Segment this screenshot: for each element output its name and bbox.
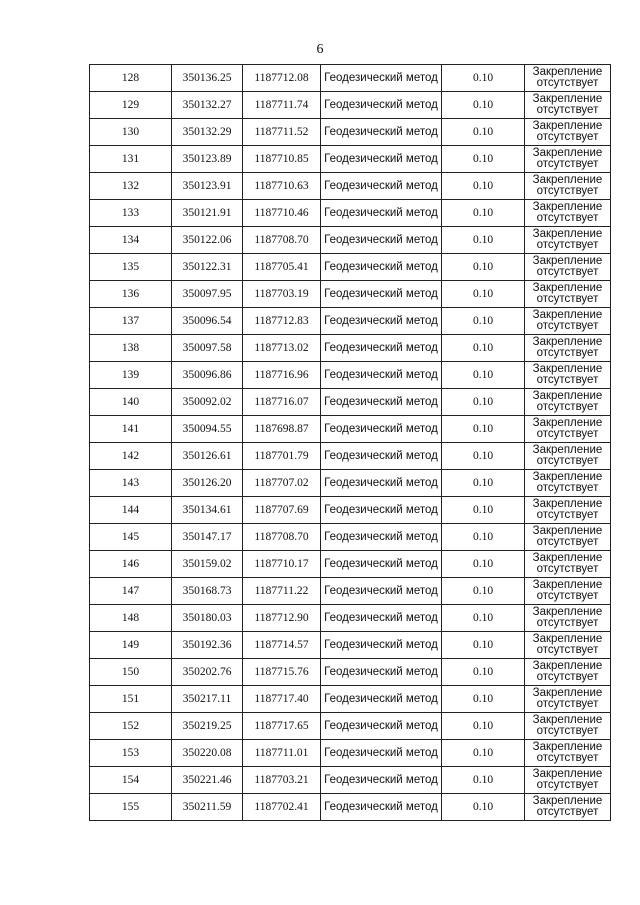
x-coordinate-cell: 350092.02 (172, 389, 243, 416)
x-coordinate-cell: 350147.17 (172, 524, 243, 551)
method-cell: Геодезический метод (321, 362, 442, 389)
method-cell: Геодезический метод (321, 119, 442, 146)
coordinates-table (89, 64, 611, 821)
table-row (90, 443, 611, 470)
fixing-text: Закрепление (532, 768, 603, 780)
method-cell: Геодезический метод (321, 200, 442, 227)
x-coordinate-cell: 350132.29 (172, 119, 243, 146)
method-cell: Геодезический метод (321, 173, 442, 200)
accuracy-cell: 0.10 (442, 281, 525, 308)
fixing-text: отсутствует (536, 617, 599, 629)
fixing-text: отсутствует (536, 293, 599, 305)
method-cell: Геодезический метод (321, 659, 442, 686)
x-coordinate-cell: 350097.58 (172, 335, 243, 362)
table-row (90, 524, 611, 551)
fixing-text: Закрепление (532, 66, 603, 78)
method-cell: Геодезический метод (321, 254, 442, 281)
x-coordinate-cell: 350096.86 (172, 362, 243, 389)
page-number: 6 (316, 42, 324, 57)
fixing-text: отсутствует (536, 239, 599, 251)
point-number-cell: 150 (90, 659, 172, 686)
method-cell: Геодезический метод (321, 416, 442, 443)
fixing-cell (525, 308, 611, 335)
method-cell: Геодезический метод (321, 497, 442, 524)
y-coordinate-cell: 1187715.76 (243, 659, 321, 686)
fixing-cell (525, 146, 611, 173)
y-coordinate-cell: 1187705.41 (243, 254, 321, 281)
table-row (90, 173, 611, 200)
accuracy-cell: 0.10 (442, 416, 525, 443)
fixing-text: отсутствует (536, 752, 599, 764)
coordinates-table-body (90, 65, 611, 821)
method-cell: Геодезический метод (321, 767, 442, 794)
method-cell: Геодезический метод (321, 794, 442, 821)
fixing-cell (525, 281, 611, 308)
method-cell: Геодезический метод (321, 470, 442, 497)
point-number-cell: 145 (90, 524, 172, 551)
point-number-cell: 153 (90, 740, 172, 767)
y-coordinate-cell: 1187710.63 (243, 173, 321, 200)
y-coordinate-cell: 1187710.46 (243, 200, 321, 227)
table-row (90, 92, 611, 119)
fixing-text: отсутствует (536, 104, 599, 116)
fixing-cell (525, 173, 611, 200)
method-cell: Геодезический метод (321, 92, 442, 119)
y-coordinate-cell: 1187701.79 (243, 443, 321, 470)
table-row (90, 551, 611, 578)
fixing-cell (525, 470, 611, 497)
fixing-text: отсутствует (536, 131, 599, 143)
fixing-text: Закрепление (532, 606, 603, 618)
y-coordinate-cell: 1187717.40 (243, 686, 321, 713)
accuracy-cell: 0.10 (442, 146, 525, 173)
accuracy-cell: 0.10 (442, 65, 525, 92)
accuracy-cell: 0.10 (442, 389, 525, 416)
fixing-text: Закрепление (532, 714, 603, 726)
fixing-cell (525, 119, 611, 146)
accuracy-cell: 0.10 (442, 92, 525, 119)
x-coordinate-cell: 350168.73 (172, 578, 243, 605)
y-coordinate-cell: 1187707.02 (243, 470, 321, 497)
table-row (90, 281, 611, 308)
fixing-text: отсутствует (536, 590, 599, 602)
accuracy-cell: 0.10 (442, 551, 525, 578)
fixing-text: Закрепление (532, 174, 603, 186)
method-cell: Геодезический метод (321, 65, 442, 92)
fixing-text: Закрепление (532, 336, 603, 348)
fixing-text: Закрепление (532, 309, 603, 321)
fixing-cell (525, 254, 611, 281)
accuracy-cell: 0.10 (442, 713, 525, 740)
fixing-text: отсутствует (536, 563, 599, 575)
fixing-cell (525, 740, 611, 767)
x-coordinate-cell: 350134.61 (172, 497, 243, 524)
fixing-cell (525, 362, 611, 389)
accuracy-cell: 0.10 (442, 362, 525, 389)
point-number-cell: 139 (90, 362, 172, 389)
y-coordinate-cell: 1187712.83 (243, 308, 321, 335)
y-coordinate-cell: 1187712.90 (243, 605, 321, 632)
point-number-cell: 149 (90, 632, 172, 659)
fixing-cell (525, 92, 611, 119)
method-cell: Геодезический метод (321, 740, 442, 767)
fixing-text: отсутствует (536, 428, 599, 440)
method-cell: Геодезический метод (321, 227, 442, 254)
y-coordinate-cell: 1187711.22 (243, 578, 321, 605)
fixing-cell (525, 416, 611, 443)
fixing-text: Закрепление (532, 417, 603, 429)
fixing-text: Закрепление (532, 525, 603, 537)
point-number-cell: 131 (90, 146, 172, 173)
accuracy-cell: 0.10 (442, 173, 525, 200)
x-coordinate-cell: 350123.89 (172, 146, 243, 173)
x-coordinate-cell: 350097.95 (172, 281, 243, 308)
fixing-text: Закрепление (532, 552, 603, 564)
fixing-cell (525, 794, 611, 821)
table-row (90, 686, 611, 713)
y-coordinate-cell: 1187710.17 (243, 551, 321, 578)
fixing-text: Закрепление (532, 147, 603, 159)
method-cell: Геодезический метод (321, 524, 442, 551)
y-coordinate-cell: 1187702.41 (243, 794, 321, 821)
fixing-text: Закрепление (532, 444, 603, 456)
table-row (90, 119, 611, 146)
method-cell: Геодезический метод (321, 686, 442, 713)
fixing-text: отсутствует (536, 779, 599, 791)
point-number-cell: 136 (90, 281, 172, 308)
point-number-cell: 140 (90, 389, 172, 416)
method-cell: Геодезический метод (321, 443, 442, 470)
x-coordinate-cell: 350123.91 (172, 173, 243, 200)
point-number-cell: 138 (90, 335, 172, 362)
x-coordinate-cell: 350094.55 (172, 416, 243, 443)
accuracy-cell: 0.10 (442, 227, 525, 254)
fixing-text: отсутствует (536, 698, 599, 710)
accuracy-cell: 0.10 (442, 254, 525, 281)
y-coordinate-cell: 1187698.87 (243, 416, 321, 443)
accuracy-cell: 0.10 (442, 605, 525, 632)
accuracy-cell: 0.10 (442, 443, 525, 470)
x-coordinate-cell: 350192.36 (172, 632, 243, 659)
accuracy-cell: 0.10 (442, 524, 525, 551)
fixing-cell (525, 713, 611, 740)
fixing-cell (525, 578, 611, 605)
y-coordinate-cell: 1187717.65 (243, 713, 321, 740)
table-row (90, 470, 611, 497)
method-cell: Геодезический метод (321, 389, 442, 416)
accuracy-cell: 0.10 (442, 794, 525, 821)
table-row (90, 227, 611, 254)
x-coordinate-cell: 350126.61 (172, 443, 243, 470)
table-row (90, 308, 611, 335)
y-coordinate-cell: 1187710.85 (243, 146, 321, 173)
point-number-cell: 154 (90, 767, 172, 794)
point-number-cell: 142 (90, 443, 172, 470)
x-coordinate-cell: 350221.46 (172, 767, 243, 794)
accuracy-cell: 0.10 (442, 119, 525, 146)
point-number-cell: 152 (90, 713, 172, 740)
x-coordinate-cell: 350122.31 (172, 254, 243, 281)
table-row (90, 497, 611, 524)
accuracy-cell: 0.10 (442, 578, 525, 605)
x-coordinate-cell: 350136.25 (172, 65, 243, 92)
fixing-text: Закрепление (532, 282, 603, 294)
y-coordinate-cell: 1187703.19 (243, 281, 321, 308)
accuracy-cell: 0.10 (442, 632, 525, 659)
fixing-cell (525, 443, 611, 470)
x-coordinate-cell: 350220.08 (172, 740, 243, 767)
y-coordinate-cell: 1187703.21 (243, 767, 321, 794)
fixing-cell (525, 659, 611, 686)
point-number-cell: 155 (90, 794, 172, 821)
point-number-cell: 144 (90, 497, 172, 524)
method-cell: Геодезический метод (321, 308, 442, 335)
table-row (90, 362, 611, 389)
y-coordinate-cell: 1187716.07 (243, 389, 321, 416)
fixing-text: Закрепление (532, 120, 603, 132)
fixing-text: отсутствует (536, 401, 599, 413)
point-number-cell: 135 (90, 254, 172, 281)
table-row (90, 254, 611, 281)
fixing-text: отсутствует (536, 347, 599, 359)
table-row (90, 767, 611, 794)
x-coordinate-cell: 350159.02 (172, 551, 243, 578)
table-row (90, 65, 611, 92)
fixing-text: Закрепление (532, 363, 603, 375)
method-cell: Геодезический метод (321, 605, 442, 632)
fixing-text: Закрепление (532, 633, 603, 645)
y-coordinate-cell: 1187713.02 (243, 335, 321, 362)
table-row (90, 659, 611, 686)
accuracy-cell: 0.10 (442, 767, 525, 794)
accuracy-cell: 0.10 (442, 497, 525, 524)
point-number-cell: 132 (90, 173, 172, 200)
fixing-text: отсутствует (536, 320, 599, 332)
method-cell: Геодезический метод (321, 281, 442, 308)
fixing-text: отсутствует (536, 509, 599, 521)
method-cell: Геодезический метод (321, 335, 442, 362)
y-coordinate-cell: 1187714.57 (243, 632, 321, 659)
table-row (90, 740, 611, 767)
method-cell: Геодезический метод (321, 551, 442, 578)
method-cell: Геодезический метод (321, 632, 442, 659)
method-cell: Геодезический метод (321, 713, 442, 740)
fixing-text: отсутствует (536, 185, 599, 197)
table-row (90, 632, 611, 659)
table-row (90, 605, 611, 632)
point-number-cell: 133 (90, 200, 172, 227)
x-coordinate-cell: 350122.06 (172, 227, 243, 254)
fixing-cell (525, 605, 611, 632)
x-coordinate-cell: 350202.76 (172, 659, 243, 686)
fixing-cell (525, 200, 611, 227)
table-row (90, 416, 611, 443)
table-row (90, 200, 611, 227)
x-coordinate-cell: 350219.25 (172, 713, 243, 740)
y-coordinate-cell: 1187712.08 (243, 65, 321, 92)
method-cell: Геодезический метод (321, 578, 442, 605)
fixing-cell (525, 767, 611, 794)
x-coordinate-cell: 350217.11 (172, 686, 243, 713)
fixing-text: отсутствует (536, 77, 599, 89)
y-coordinate-cell: 1187708.70 (243, 227, 321, 254)
fixing-text: отсутствует (536, 266, 599, 278)
table-row (90, 578, 611, 605)
table-row (90, 389, 611, 416)
fixing-text: Закрепление (532, 660, 603, 672)
accuracy-cell: 0.10 (442, 470, 525, 497)
accuracy-cell: 0.10 (442, 659, 525, 686)
x-coordinate-cell: 350126.20 (172, 470, 243, 497)
accuracy-cell: 0.10 (442, 740, 525, 767)
fixing-text: Закрепление (532, 255, 603, 267)
x-coordinate-cell: 350121.91 (172, 200, 243, 227)
fixing-cell (525, 686, 611, 713)
accuracy-cell: 0.10 (442, 335, 525, 362)
point-number-cell: 128 (90, 65, 172, 92)
point-number-cell: 129 (90, 92, 172, 119)
table-row (90, 794, 611, 821)
fixing-cell (525, 335, 611, 362)
y-coordinate-cell: 1187711.52 (243, 119, 321, 146)
x-coordinate-cell: 350180.03 (172, 605, 243, 632)
point-number-cell: 146 (90, 551, 172, 578)
fixing-text: отсутствует (536, 158, 599, 170)
point-number-cell: 141 (90, 416, 172, 443)
x-coordinate-cell: 350132.27 (172, 92, 243, 119)
point-number-cell: 137 (90, 308, 172, 335)
fixing-text: Закрепление (532, 390, 603, 402)
fixing-text: отсутствует (536, 671, 599, 683)
x-coordinate-cell: 350096.54 (172, 308, 243, 335)
fixing-text: Закрепление (532, 741, 603, 753)
fixing-text: отсутствует (536, 212, 599, 224)
fixing-cell (525, 632, 611, 659)
fixing-text: отсутствует (536, 374, 599, 386)
fixing-text: Закрепление (532, 795, 603, 807)
y-coordinate-cell: 1187711.01 (243, 740, 321, 767)
y-coordinate-cell: 1187707.69 (243, 497, 321, 524)
fixing-cell (525, 389, 611, 416)
table-row (90, 146, 611, 173)
fixing-text: отсутствует (536, 455, 599, 467)
fixing-text: Закрепление (532, 471, 603, 483)
table-row (90, 713, 611, 740)
fixing-text: отсутствует (536, 725, 599, 737)
y-coordinate-cell: 1187708.70 (243, 524, 321, 551)
fixing-text: отсутствует (536, 536, 599, 548)
accuracy-cell: 0.10 (442, 308, 525, 335)
fixing-text: отсутствует (536, 644, 599, 656)
method-cell: Геодезический метод (321, 146, 442, 173)
point-number-cell: 130 (90, 119, 172, 146)
fixing-text: Закрепление (532, 687, 603, 699)
fixing-cell (525, 65, 611, 92)
y-coordinate-cell: 1187711.74 (243, 92, 321, 119)
fixing-text: Закрепление (532, 201, 603, 213)
fixing-cell (525, 551, 611, 578)
accuracy-cell: 0.10 (442, 200, 525, 227)
point-number-cell: 143 (90, 470, 172, 497)
fixing-text: Закрепление (532, 498, 603, 510)
fixing-text: Закрепление (532, 228, 603, 240)
fixing-cell (525, 524, 611, 551)
point-number-cell: 134 (90, 227, 172, 254)
fixing-text: отсутствует (536, 806, 599, 818)
y-coordinate-cell: 1187716.96 (243, 362, 321, 389)
table-row (90, 335, 611, 362)
x-coordinate-cell: 350211.59 (172, 794, 243, 821)
fixing-text: отсутствует (536, 482, 599, 494)
accuracy-cell: 0.10 (442, 686, 525, 713)
fixing-text: Закрепление (532, 579, 603, 591)
point-number-cell: 151 (90, 686, 172, 713)
point-number-cell: 148 (90, 605, 172, 632)
fixing-cell (525, 227, 611, 254)
fixing-text: Закрепление (532, 93, 603, 105)
fixing-cell (525, 497, 611, 524)
point-number-cell: 147 (90, 578, 172, 605)
